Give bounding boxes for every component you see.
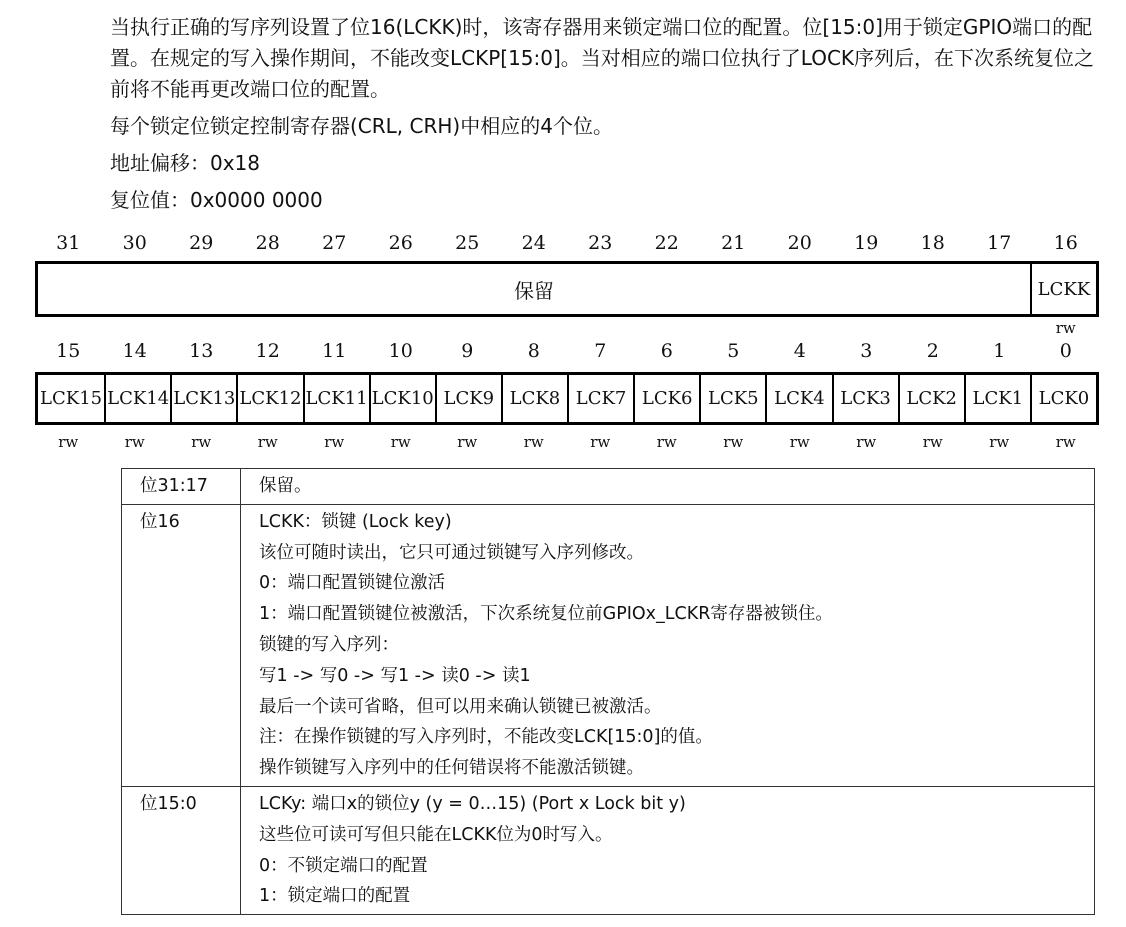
bit-number: 5	[727, 340, 740, 362]
bit-number: 21	[721, 232, 746, 254]
access-type: rw	[124, 433, 145, 451]
lock-bit-field: LCK10	[369, 375, 435, 422]
access-type: rw	[723, 433, 744, 451]
field-description	[241, 786, 1095, 914]
table-row	[122, 504, 1095, 786]
lckk-access: rw	[1055, 319, 1076, 337]
bit-number: 27	[322, 232, 347, 254]
register-intro	[110, 12, 1100, 216]
bit-number: 20	[787, 232, 812, 254]
bit-number: 29	[189, 232, 214, 254]
bit-number: 19	[854, 232, 879, 254]
access-type: rw	[856, 433, 877, 451]
lckk-field: LCKK	[1030, 264, 1096, 314]
description-line: 1：端口配置锁键位被激活，下次系统复位前GPIOx_LCKR寄存器被锁住。	[259, 604, 833, 625]
description-line: 保留。	[259, 476, 312, 496]
bit-number: 16	[1053, 232, 1078, 254]
bit-number: 9	[461, 340, 474, 362]
description-line: 0：不锁定端口的配置	[259, 855, 428, 876]
access-type: rw	[457, 433, 478, 451]
reset-value: 复位值：0x0000 0000	[110, 188, 323, 212]
high-bit-numbers	[35, 230, 1099, 256]
lock-bit-field: LCK6	[633, 375, 699, 422]
description-line: 操作锁键写入序列中的任何错误将不能激活锁键。	[259, 758, 644, 779]
bit-number: 3	[860, 340, 873, 362]
bit-number: 1	[993, 340, 1006, 362]
description-line: 0：端口配置锁键位激活	[259, 573, 446, 594]
lock-bit-field: LCK11	[303, 375, 369, 422]
table-row	[122, 786, 1095, 914]
description-line: 该位可随时读出，它只可通过锁键写入序列修改。	[259, 542, 644, 563]
bit-number: 11	[322, 340, 347, 362]
lock-bit-field: LCK15	[40, 388, 103, 409]
bit-number: 30	[122, 232, 147, 254]
access-type: rw	[590, 433, 611, 451]
bit-number: 12	[255, 340, 280, 362]
description-line: 这些位可读可写但只能在LCKK位为0时写入。	[259, 824, 613, 845]
access-type: rw	[656, 433, 677, 451]
bit-number: 6	[660, 340, 673, 362]
register-high-half	[35, 261, 1099, 317]
access-type: rw	[324, 433, 345, 451]
bit-number: 17	[987, 232, 1012, 254]
description-line: 1：锁定端口的配置	[259, 886, 411, 907]
bit-number: 22	[654, 232, 679, 254]
bit-number: 23	[588, 232, 613, 254]
field-bits: 位15:0	[122, 786, 241, 914]
field-description	[241, 469, 1095, 505]
table-row	[122, 469, 1095, 505]
access-type: rw	[989, 433, 1010, 451]
address-offset: 地址偏移：0x18	[110, 151, 261, 175]
field-bits: 位31:17	[122, 469, 241, 505]
description-line: 注：在操作锁键的写入序列时，不能改变LCK[15:0]的值。	[259, 727, 713, 748]
field-description-table	[121, 468, 1095, 915]
lock-bit-field: LCK13	[170, 375, 236, 422]
lock-bit-field: LCK12	[236, 375, 302, 422]
bit-number: 15	[56, 340, 81, 362]
low-bit-numbers	[35, 338, 1099, 364]
lock-bit-field: LCK5	[699, 375, 765, 422]
lock-bit-field: LCK9	[435, 375, 501, 422]
high-access-row	[35, 319, 1099, 337]
lock-bit-field: LCK14	[104, 375, 170, 422]
lock-bit-field: LCK1	[964, 375, 1030, 422]
access-type: rw	[1055, 433, 1076, 451]
bit-number: 0	[1059, 340, 1072, 362]
intro-paragraph: 当执行正确的写序列设置了位16(LCKK)时，该寄存器用来锁定端口位的配置。位[15:0]用于锁定GPIO端口的配置。在规定的写入操作期间，不能改变LCKP[15:0]。当对相应的端口位执行了LOCK序列后，在下次系统复位之前将不能再更改端口位的配置。	[110, 15, 1095, 101]
lock-bit-field: LCK0	[1030, 375, 1096, 422]
description-line: 写1 -> 写0 -> 写1 -> 读0 -> 读1	[259, 665, 531, 686]
bit-number: 7	[594, 340, 607, 362]
bit-number: 26	[388, 232, 413, 254]
field-bits: 位16	[122, 504, 241, 786]
bit-number: 2	[926, 340, 939, 362]
description-line: LCKy: 端口x的锁位y (y = 0…15) (Port x Lock bit y)	[259, 793, 686, 814]
access-type: rw	[922, 433, 943, 451]
register-low-half	[35, 372, 1099, 425]
description-line: LCKK：锁键 (Lock key)	[259, 511, 452, 532]
description-line: 锁键的写入序列：	[259, 634, 399, 655]
bit-number: 31	[56, 232, 81, 254]
bit-number: 24	[521, 232, 546, 254]
access-type: rw	[789, 433, 810, 451]
lock-bit-field: LCK7	[567, 375, 633, 422]
lock-bit-field: LCK4	[765, 375, 831, 422]
lock-bit-field: LCK8	[501, 375, 567, 422]
lock-bit-field: LCK2	[898, 375, 964, 422]
reserved-field: 保留	[513, 278, 554, 303]
bit-number: 25	[455, 232, 480, 254]
access-type: rw	[191, 433, 212, 451]
field-description	[241, 504, 1095, 786]
bit-number: 28	[255, 232, 280, 254]
intro-lock-note: 每个锁定位锁定控制寄存器(CRL, CRH)中相应的4个位。	[110, 114, 613, 138]
low-access-row	[35, 433, 1099, 451]
description-line: 最后一个读可省略，但可以用来确认锁键已被激活。	[259, 696, 662, 717]
lock-bit-field: LCK3	[832, 375, 898, 422]
bit-number: 8	[527, 340, 540, 362]
bit-number: 4	[793, 340, 806, 362]
bit-number: 10	[388, 340, 413, 362]
access-type: rw	[523, 433, 544, 451]
access-type: rw	[257, 433, 278, 451]
access-type: rw	[390, 433, 411, 451]
access-type: rw	[58, 433, 79, 451]
bit-number: 14	[122, 340, 147, 362]
bit-number: 13	[189, 340, 214, 362]
bit-number: 18	[920, 232, 945, 254]
